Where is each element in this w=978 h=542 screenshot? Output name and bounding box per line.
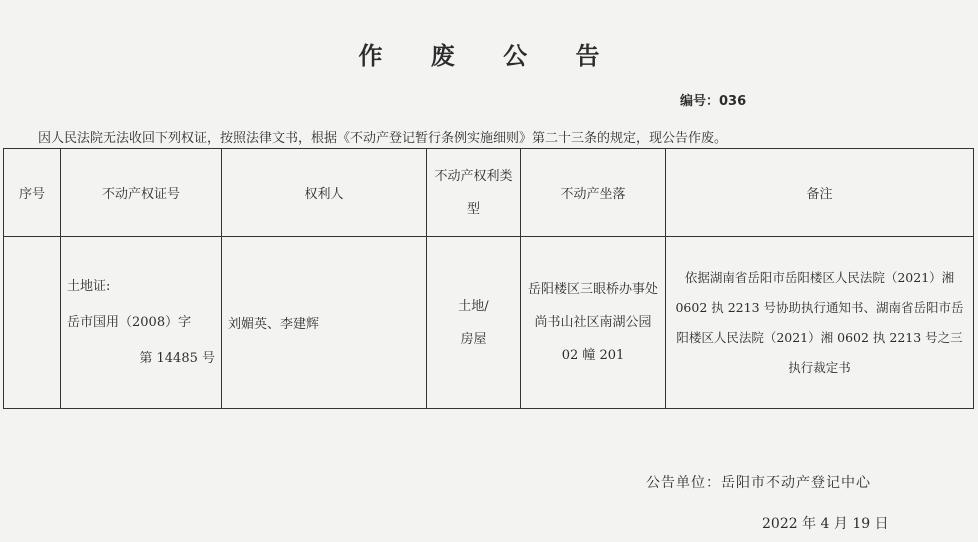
cell-location: 岳阳楼区三眼桥办事处尚书山社区南湖公园 02 幢 201 (521, 237, 666, 409)
issue-date: 2022 年 4 月 19 日 (762, 516, 889, 532)
cell-cert-no (61, 237, 222, 409)
header-seq: 序号 (4, 149, 61, 237)
page-title: 作 废 公 告 (358, 42, 620, 70)
intro-text: 因人民法院无法收回下列权证，按照法律文书，根据《不动产登记暂行条例实施细则》第二十三条的规定，现公告作废。 (38, 131, 728, 146)
right-type-line-2: 房屋 (460, 331, 487, 347)
cert-line-1: 土地证: (67, 278, 111, 294)
issuer: 公告单位：岳阳市不动产登记中心 (646, 475, 871, 491)
header-owner: 权利人 (222, 149, 427, 237)
header-right-type: 不动产权利类型 (427, 149, 521, 237)
cert-line-2: 岳市国用（2008）字 (67, 314, 192, 330)
header-cert-no: 不动产权证号 (61, 149, 222, 237)
cert-line-3: 第 14485 号 (139, 350, 215, 366)
header-location: 不动产坐落 (521, 149, 666, 237)
table-row (4, 237, 974, 409)
cell-right-type (427, 237, 521, 409)
right-type-line-1: 土地/ (458, 298, 489, 314)
document-number: 编号：036 (680, 94, 747, 109)
cell-seq (4, 237, 61, 409)
cell-owner: 刘媚英、李建辉 (222, 237, 427, 409)
certificate-table (3, 148, 974, 409)
header-remark: 备注 (666, 149, 974, 237)
table-header-row (4, 149, 974, 237)
cell-remark: 依据湖南省岳阳市岳阳楼区人民法院（2021）湘 0602 执 2213 号协助执行通知书、湖南省岳阳市岳阳楼区人民法院（2021）湘 0602 执 2213 号之三执行裁定书 (666, 237, 974, 409)
